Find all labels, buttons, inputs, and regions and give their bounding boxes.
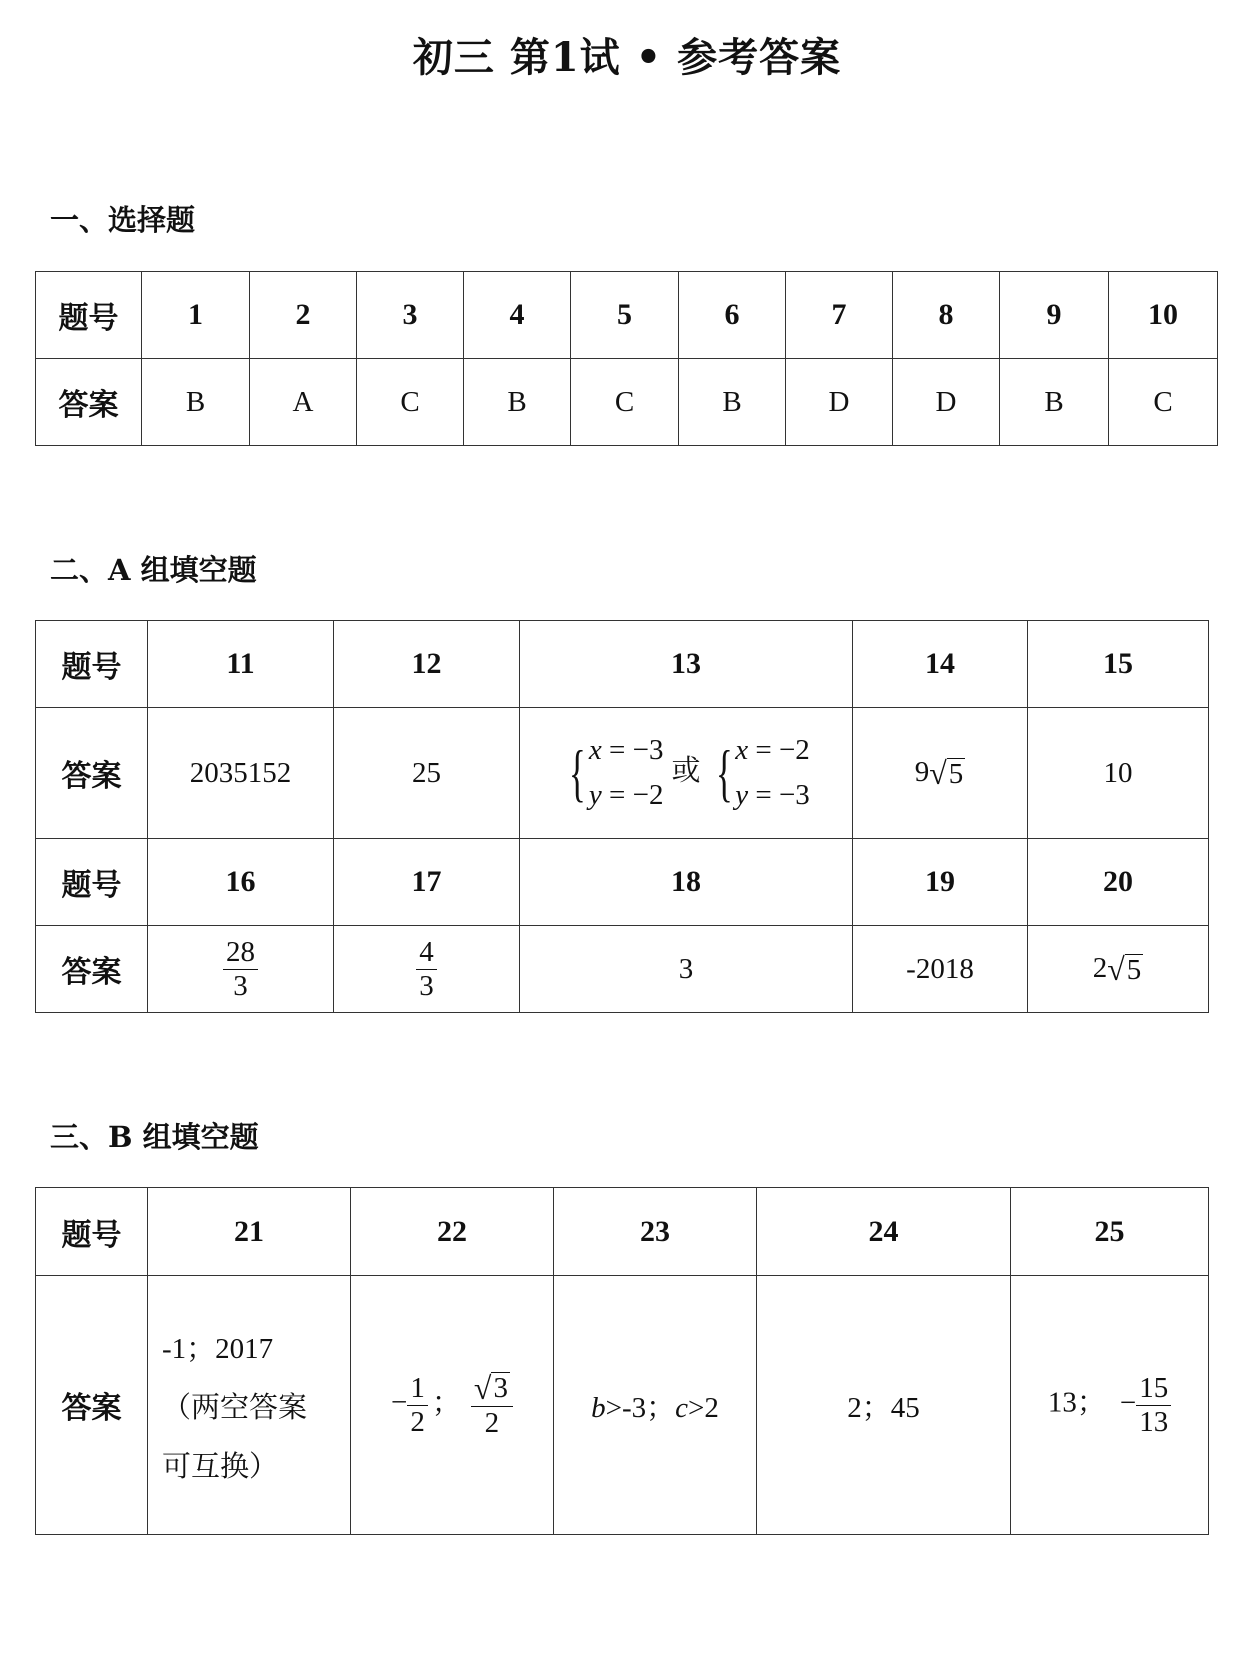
fraction xyxy=(223,937,258,1001)
answer-cell: C xyxy=(571,359,679,446)
variable: b xyxy=(591,1391,606,1424)
table-row xyxy=(36,1188,1209,1276)
radicand: 3 xyxy=(493,1372,508,1405)
numerator xyxy=(471,1371,513,1407)
question-number: 6 xyxy=(679,272,786,359)
row-label-answer: 答案 xyxy=(36,1276,148,1535)
answer-cell: 25 xyxy=(334,708,520,839)
radicand: 5 xyxy=(948,757,964,790)
table-row xyxy=(36,272,1218,359)
answer-part: 13； xyxy=(1047,1386,1106,1419)
answer-cell: D xyxy=(786,359,893,446)
fraction xyxy=(416,937,437,1001)
question-number: 7 xyxy=(786,272,893,359)
question-number: 19 xyxy=(853,839,1028,926)
equation-value: = −2 xyxy=(748,734,810,767)
table-row xyxy=(36,359,1218,446)
question-number: 10 xyxy=(1109,272,1218,359)
answer-cell-21 xyxy=(148,1276,351,1535)
answer-cell: 2；45 xyxy=(757,1276,1011,1535)
row-label-answer: 答案 xyxy=(36,359,142,446)
coefficient: 2 xyxy=(1092,951,1108,984)
denominator: 3 xyxy=(419,969,434,1002)
denominator: 2 xyxy=(410,1405,425,1438)
answer-cell-22 xyxy=(351,1276,554,1535)
answer-cell: B xyxy=(464,359,571,446)
answer-cell: B xyxy=(142,359,250,446)
answer-cell: C xyxy=(357,359,464,446)
variable: c xyxy=(675,1391,689,1424)
question-number: 1 xyxy=(142,272,250,359)
question-number: 9 xyxy=(1000,272,1109,359)
answer-cell-25 xyxy=(1011,1276,1209,1535)
fraction xyxy=(407,1373,428,1437)
equation-system-1 xyxy=(562,728,663,818)
answer-line: -1；2017 xyxy=(162,1332,274,1365)
square-root: √ 3 xyxy=(473,1371,508,1407)
denominator: 2 xyxy=(484,1407,500,1440)
numerator: 15 xyxy=(1136,1373,1171,1405)
question-number: 5 xyxy=(571,272,679,359)
answer-cell: B xyxy=(1000,359,1109,446)
question-number: 22 xyxy=(351,1188,554,1276)
question-number: 11 xyxy=(148,621,334,708)
row-label-answer: 答案 xyxy=(36,926,148,1013)
question-number: 2 xyxy=(250,272,357,359)
question-number: 13 xyxy=(520,621,853,708)
choice-table xyxy=(35,271,1218,446)
question-number: 4 xyxy=(464,272,571,359)
row-label-number: 题号 xyxy=(36,1188,148,1276)
question-number: 17 xyxy=(334,839,520,926)
answer-cell: C xyxy=(1109,359,1218,446)
answer-cell: -2018 xyxy=(853,926,1028,1013)
variable: x xyxy=(735,734,749,767)
table-row xyxy=(36,1276,1209,1535)
answer-cell: B xyxy=(679,359,786,446)
answer-note: 可互换） xyxy=(162,1450,279,1483)
equation-value: = −3 xyxy=(748,779,810,811)
question-number: 12 xyxy=(334,621,520,708)
minus-sign: − xyxy=(1119,1386,1137,1419)
row-label-number: 题号 xyxy=(36,839,148,926)
answer-cell: 2035152 xyxy=(148,708,334,839)
question-number: 21 xyxy=(148,1188,351,1276)
answer-cell-fraction xyxy=(148,926,334,1013)
row-label-number: 题号 xyxy=(36,621,148,708)
row-label-answer: 答案 xyxy=(36,708,148,839)
question-number: 8 xyxy=(893,272,1000,359)
answer-cell-23 xyxy=(554,1276,757,1535)
answer-cell-sqrt xyxy=(1028,926,1209,1013)
numerator: 4 xyxy=(416,937,437,969)
answer-cell: 10 xyxy=(1028,708,1209,839)
question-number: 18 xyxy=(520,839,853,926)
square-root: √ 5 xyxy=(1107,952,1142,988)
equation-value: = −3 xyxy=(601,734,664,767)
question-number: 15 xyxy=(1028,621,1209,708)
coefficient: 9 xyxy=(914,755,930,788)
table-row xyxy=(36,839,1209,926)
answer-cell: D xyxy=(893,359,1000,446)
question-number: 14 xyxy=(853,621,1028,708)
question-number: 23 xyxy=(554,1188,757,1276)
separator: ； xyxy=(431,1386,461,1419)
answer-cell-sqrt xyxy=(853,708,1028,839)
question-number: 16 xyxy=(148,839,334,926)
numerator: 28 xyxy=(223,937,258,969)
section-2-heading: 二、A 组填空题 xyxy=(50,553,257,587)
equation-value: = −2 xyxy=(601,779,664,811)
numerator: 1 xyxy=(407,1373,428,1405)
variable: y xyxy=(735,779,749,811)
left-brace: { xyxy=(569,737,586,808)
minus-sign: − xyxy=(391,1386,408,1419)
question-number: 20 xyxy=(1028,839,1209,926)
question-number: 3 xyxy=(357,272,464,359)
denominator: 13 xyxy=(1139,1405,1169,1438)
table-row xyxy=(36,926,1209,1013)
condition: >2 xyxy=(688,1391,719,1424)
section-3-heading: 三、B 组填空题 xyxy=(50,1120,259,1154)
square-root: √ 5 xyxy=(929,756,964,792)
answer-cell: A xyxy=(250,359,357,446)
radicand: 5 xyxy=(1126,953,1142,986)
answer-cell-system xyxy=(520,708,853,839)
denominator: 3 xyxy=(233,969,248,1002)
left-brace: { xyxy=(715,737,733,808)
page-title: 初三 第1试 • 参考答案 xyxy=(412,34,842,81)
fill-a-table xyxy=(35,620,1209,1013)
table-row xyxy=(36,621,1209,708)
fill-b-table xyxy=(35,1187,1209,1535)
equation-system-2 xyxy=(709,728,810,818)
answer-note: （两空答案 xyxy=(162,1391,308,1424)
variable: y xyxy=(588,779,602,811)
table-row xyxy=(36,708,1209,839)
answer-cell: 3 xyxy=(520,926,853,1013)
question-number: 24 xyxy=(757,1188,1011,1276)
question-number: 25 xyxy=(1011,1188,1209,1276)
row-label-number: 题号 xyxy=(36,272,142,359)
connector-or: 或 xyxy=(671,754,701,787)
condition: >-3； xyxy=(605,1391,676,1424)
variable: x xyxy=(588,734,602,767)
section-1-heading: 一、选择题 xyxy=(50,203,196,237)
answer-cell-fraction xyxy=(334,926,520,1013)
fraction xyxy=(1136,1373,1171,1437)
fraction xyxy=(471,1371,513,1438)
